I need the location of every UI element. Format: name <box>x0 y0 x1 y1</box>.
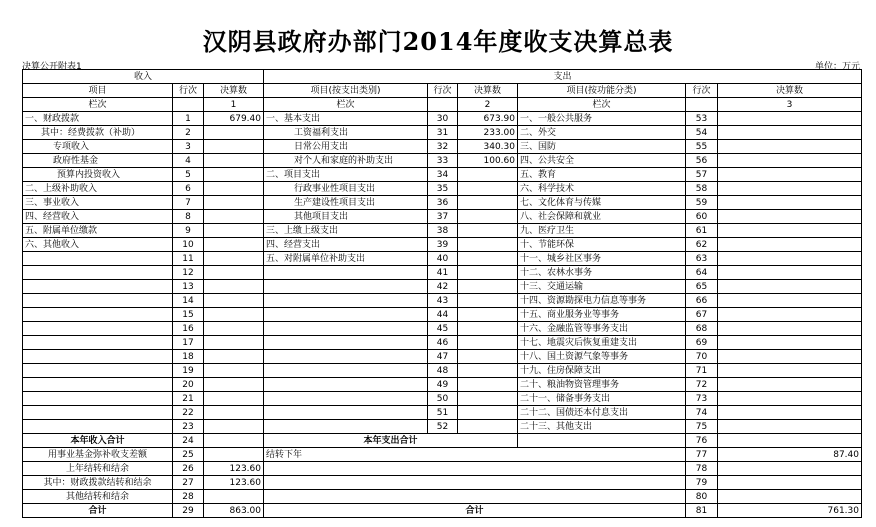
header-expense-econ-row-no: 行次 <box>428 84 458 98</box>
table-row: 上年结转和结余 26 123.60 78 <box>23 462 862 476</box>
expense-func-amount <box>718 154 862 168</box>
table-row <box>23 238 862 252</box>
income-amount <box>204 210 264 224</box>
income-row-no: 11 <box>173 252 204 266</box>
expense-econ-row-no: 30 <box>428 112 458 126</box>
expense-func-row-no: 58 <box>686 182 718 196</box>
expense-func-amount <box>718 224 862 238</box>
expense-func-row-no: 60 <box>686 210 718 224</box>
expense-econ-row-no: 32 <box>428 140 458 154</box>
expense-econ-amount <box>458 406 518 420</box>
grand-total-row: 合计 29 863.00 合计 81 761.30 <box>23 504 862 518</box>
income-item: 政府性基金 <box>23 154 173 168</box>
expense-econ-item: 四、经营支出 <box>264 238 428 252</box>
expense-func-row-no: 59 <box>686 196 718 210</box>
table-row <box>23 112 862 126</box>
expense-econ-row-no: 36 <box>428 196 458 210</box>
expense-func-amount <box>718 336 862 350</box>
expense-econ-item <box>264 364 428 378</box>
table-row <box>23 266 862 280</box>
expense-func-amount <box>718 238 862 252</box>
expense-econ-row-no: 45 <box>428 322 458 336</box>
col-label-expense-econ: 栏次 <box>264 98 428 112</box>
income-row-no: 19 <box>173 364 204 378</box>
income-amount <box>204 294 264 308</box>
carry-forward-label: 结转下年 <box>264 448 686 462</box>
expense-func-item: 四、公共安全 <box>518 154 686 168</box>
table-row <box>23 336 862 350</box>
expense-func-amount <box>718 308 862 322</box>
table-row <box>23 210 862 224</box>
income-row-no: 3 <box>173 140 204 154</box>
table-row <box>23 224 862 238</box>
expense-econ-amount <box>458 392 518 406</box>
table-row <box>23 168 862 182</box>
expense-econ-item <box>264 308 428 322</box>
column-header-row <box>23 84 862 98</box>
income-row-no: 15 <box>173 308 204 322</box>
expense-func-item: 六、科学技术 <box>518 182 686 196</box>
expense-func-row-no: 65 <box>686 280 718 294</box>
expense-func-amount <box>718 280 862 294</box>
header-expense-func-amount: 决算数 <box>718 84 862 98</box>
table-row <box>23 378 862 392</box>
expense-func-item: 五、教育 <box>518 168 686 182</box>
grand-total-income-amount: 863.00 <box>204 504 264 518</box>
expense-func-item: 十九、住房保障支出 <box>518 364 686 378</box>
income-amount <box>204 168 264 182</box>
income-item: 专项收入 <box>23 140 173 154</box>
income-item: 预算内投资收入 <box>23 168 173 182</box>
table-row <box>23 392 862 406</box>
income-row-no: 17 <box>173 336 204 350</box>
expense-econ-amount <box>458 266 518 280</box>
income-amount <box>204 420 264 434</box>
expense-econ-row-no: 51 <box>428 406 458 420</box>
grand-total-expense-amount: 761.30 <box>718 504 862 518</box>
expense-econ-item: 五、对附属单位补助支出 <box>264 252 428 266</box>
expense-func-item: 一、一般公共服务 <box>518 112 686 126</box>
expense-econ-item <box>264 350 428 364</box>
income-item: 其中：经费拨款（补助） <box>23 126 173 140</box>
expense-func-amount <box>718 406 862 420</box>
table-row: 用事业基金弥补收支差额 25 结转下年 77 87.40 <box>23 448 862 462</box>
expense-func-amount <box>718 350 862 364</box>
expense-func-row-no: 72 <box>686 378 718 392</box>
expense-econ-row-no: 43 <box>428 294 458 308</box>
expense-func-amount <box>718 182 862 196</box>
income-row-no: 23 <box>173 420 204 434</box>
expense-func-item: 十、节能环保 <box>518 238 686 252</box>
table-row <box>23 280 862 294</box>
income-amount <box>204 126 264 140</box>
expense-econ-amount <box>458 210 518 224</box>
expense-econ-amount <box>458 336 518 350</box>
expense-econ-item <box>264 378 428 392</box>
expense-func-row-no: 54 <box>686 126 718 140</box>
income-item: 四、经营收入 <box>23 210 173 224</box>
expense-func-item: 二十三、其他支出 <box>518 420 686 434</box>
col-label-income: 栏次 <box>23 98 173 112</box>
income-row-no: 14 <box>173 294 204 308</box>
expense-func-item: 二十、粮油物资管理事务 <box>518 378 686 392</box>
header-income-amount: 决算数 <box>204 84 264 98</box>
carry-forward-amount: 87.40 <box>718 448 862 462</box>
expense-econ-row-no: 33 <box>428 154 458 168</box>
header-expense-econ: 项目(按支出类别) <box>264 84 428 98</box>
expense-econ-amount <box>458 238 518 252</box>
expense-econ-item: 日常公用支出 <box>264 140 428 154</box>
expense-econ-row-no: 50 <box>428 392 458 406</box>
income-section-header: 收入 <box>23 70 264 84</box>
expense-func-row-no: 55 <box>686 140 718 154</box>
expense-econ-amount <box>458 196 518 210</box>
expense-func-row-no: 71 <box>686 364 718 378</box>
header-expense-func-row-no: 行次 <box>686 84 718 98</box>
income-row-no: 13 <box>173 280 204 294</box>
income-row-no: 7 <box>173 196 204 210</box>
expense-econ-row-no: 49 <box>428 378 458 392</box>
table-row <box>23 182 862 196</box>
unit-label: 单位：万元 <box>814 62 860 72</box>
header-income-row-no: 行次 <box>173 84 204 98</box>
expense-econ-row-no: 31 <box>428 126 458 140</box>
expense-econ-amount <box>458 350 518 364</box>
income-total-row: 本年收入合计 24 本年支出合计 76 <box>23 434 862 448</box>
expense-econ-row-no: 35 <box>428 182 458 196</box>
expense-func-item: 九、医疗卫生 <box>518 224 686 238</box>
column-index-row <box>23 98 862 112</box>
income-row-no: 18 <box>173 350 204 364</box>
grand-total-income-label: 合计 <box>23 504 173 518</box>
expense-econ-amount <box>458 378 518 392</box>
expense-func-row-no: 67 <box>686 308 718 322</box>
income-item: 三、事业收入 <box>23 196 173 210</box>
income-amount <box>204 378 264 392</box>
form-id: 决算公开附表1 <box>22 62 82 72</box>
header-expense-econ-amount: 决算数 <box>458 84 518 98</box>
income-item: 二、上级补助收入 <box>23 182 173 196</box>
expense-func-row-no: 64 <box>686 266 718 280</box>
income-amount <box>204 140 264 154</box>
income-row-no: 5 <box>173 168 204 182</box>
table-row <box>23 294 862 308</box>
expense-econ-amount <box>458 224 518 238</box>
expense-econ-amount <box>458 168 518 182</box>
expense-func-amount <box>718 420 862 434</box>
col-label-expense-func: 栏次 <box>518 98 686 112</box>
section-header-row <box>23 70 862 84</box>
income-amount <box>204 266 264 280</box>
income-amount <box>204 336 264 350</box>
income-row-no: 1 <box>173 112 204 126</box>
expense-func-item: 十七、地震灾后恢复重建支出 <box>518 336 686 350</box>
expense-econ-item: 二、项目支出 <box>264 168 428 182</box>
expense-func-row-no: 68 <box>686 322 718 336</box>
expense-func-row-no: 61 <box>686 224 718 238</box>
table-row: 其中：财政拨款结转和结余 27 123.60 79 <box>23 476 862 490</box>
expense-func-row-no: 70 <box>686 350 718 364</box>
expense-econ-row-no: 52 <box>428 420 458 434</box>
expense-econ-amount <box>458 182 518 196</box>
income-amount <box>204 238 264 252</box>
expense-econ-item: 三、上缴上级支出 <box>264 224 428 238</box>
income-item <box>23 294 173 308</box>
income-item <box>23 266 173 280</box>
expense-econ-amount <box>458 252 518 266</box>
expense-func-amount <box>718 126 862 140</box>
expense-econ-item <box>264 392 428 406</box>
expense-func-amount <box>718 322 862 336</box>
expense-econ-amount: 100.60 <box>458 154 518 168</box>
expense-func-item: 十一、城乡社区事务 <box>518 252 686 266</box>
table-row <box>23 364 862 378</box>
header-income-item: 项目 <box>23 84 173 98</box>
expense-econ-item <box>264 420 428 434</box>
income-amount <box>204 406 264 420</box>
table-row <box>23 406 862 420</box>
expense-func-item: 二、外交 <box>518 126 686 140</box>
expense-econ-amount <box>458 420 518 434</box>
expense-econ-item: 生产建设性项目支出 <box>264 196 428 210</box>
expense-section-header: 支出 <box>264 70 862 84</box>
expense-econ-row-no: 37 <box>428 210 458 224</box>
expense-econ-row-no: 41 <box>428 266 458 280</box>
expense-func-amount <box>718 112 862 126</box>
expense-econ-item <box>264 336 428 350</box>
expense-func-item: 十二、农林水事务 <box>518 266 686 280</box>
income-item <box>23 322 173 336</box>
expense-econ-row-no: 42 <box>428 280 458 294</box>
expense-func-item: 十五、商业服务业等事务 <box>518 308 686 322</box>
income-amount: 679.40 <box>204 112 264 126</box>
page-title: 汉阴县政府办部门2014年度收支决算总表 <box>202 27 674 56</box>
header-expense-func: 项目(按功能分类) <box>518 84 686 98</box>
expense-func-row-no: 75 <box>686 420 718 434</box>
table-row <box>23 154 862 168</box>
expense-econ-item: 对个人和家庭的补助支出 <box>264 154 428 168</box>
expense-func-item: 八、社会保障和就业 <box>518 210 686 224</box>
income-item <box>23 252 173 266</box>
income-amount <box>204 224 264 238</box>
expense-func-amount <box>718 364 862 378</box>
income-item <box>23 364 173 378</box>
expense-func-row-no: 66 <box>686 294 718 308</box>
expense-econ-item: 一、基本支出 <box>264 112 428 126</box>
expense-econ-item <box>264 266 428 280</box>
income-item: 一、财政拨款 <box>23 112 173 126</box>
table-row <box>23 196 862 210</box>
income-row-no: 9 <box>173 224 204 238</box>
expense-func-amount <box>718 168 862 182</box>
income-amount <box>204 322 264 336</box>
expense-func-row-no: 73 <box>686 392 718 406</box>
expense-func-amount <box>718 196 862 210</box>
expense-func-item: 二十二、国债还本付息支出 <box>518 406 686 420</box>
income-amount <box>204 182 264 196</box>
table-row: 其他结转和结余 28 80 <box>23 490 862 504</box>
expense-func-item: 十三、交通运输 <box>518 280 686 294</box>
expense-econ-row-no: 47 <box>428 350 458 364</box>
table-row <box>23 420 862 434</box>
income-item <box>23 378 173 392</box>
income-item <box>23 280 173 294</box>
expense-econ-item <box>264 294 428 308</box>
expense-func-amount <box>718 210 862 224</box>
table-row <box>23 350 862 364</box>
expense-func-row-no: 62 <box>686 238 718 252</box>
income-row-no: 6 <box>173 182 204 196</box>
income-row-no: 21 <box>173 392 204 406</box>
income-item <box>23 350 173 364</box>
expense-econ-amount <box>458 294 518 308</box>
budget-table <box>22 69 862 518</box>
income-amount <box>204 308 264 322</box>
col-index-2: 2 <box>458 98 518 112</box>
expense-econ-row-no: 40 <box>428 252 458 266</box>
expense-func-item: 二十一、储备事务支出 <box>518 392 686 406</box>
table-row <box>23 252 862 266</box>
col-index-3: 3 <box>718 98 862 112</box>
expense-econ-item: 其他项目支出 <box>264 210 428 224</box>
expense-econ-amount: 673.90 <box>458 112 518 126</box>
income-item <box>23 308 173 322</box>
expense-econ-row-no: 44 <box>428 308 458 322</box>
expense-func-row-no: 56 <box>686 154 718 168</box>
income-row-no: 4 <box>173 154 204 168</box>
table-row <box>23 140 862 154</box>
expense-func-item: 十八、国土资源气象等事务 <box>518 350 686 364</box>
expense-econ-item <box>264 280 428 294</box>
table-row <box>23 308 862 322</box>
expense-func-amount <box>718 378 862 392</box>
table-row <box>23 126 862 140</box>
income-row-no: 8 <box>173 210 204 224</box>
income-amount <box>204 196 264 210</box>
income-item <box>23 392 173 406</box>
income-item: 六、其他收入 <box>23 238 173 252</box>
table-row <box>23 322 862 336</box>
expense-total-label: 本年支出合计 <box>264 434 518 448</box>
expense-func-amount <box>718 252 862 266</box>
expense-econ-item <box>264 322 428 336</box>
expense-func-item: 三、国防 <box>518 140 686 154</box>
income-row-no: 16 <box>173 322 204 336</box>
expense-func-row-no: 53 <box>686 112 718 126</box>
expense-econ-amount <box>458 364 518 378</box>
expense-func-amount <box>718 294 862 308</box>
income-total-label: 本年收入合计 <box>23 434 173 448</box>
expense-econ-item: 工资福利支出 <box>264 126 428 140</box>
income-row-no: 10 <box>173 238 204 252</box>
grand-total-expense-label: 合计 <box>264 504 686 518</box>
expense-econ-row-no: 34 <box>428 168 458 182</box>
income-amount <box>204 280 264 294</box>
income-row-no: 12 <box>173 266 204 280</box>
expense-econ-row-no: 38 <box>428 224 458 238</box>
expense-func-item: 七、文化体育与传媒 <box>518 196 686 210</box>
expense-econ-item: 行政事业性项目支出 <box>264 182 428 196</box>
expense-func-amount <box>718 266 862 280</box>
expense-econ-amount: 340.30 <box>458 140 518 154</box>
expense-func-row-no: 57 <box>686 168 718 182</box>
income-amount <box>204 364 264 378</box>
income-item <box>23 420 173 434</box>
income-row-no: 2 <box>173 126 204 140</box>
expense-econ-item <box>264 406 428 420</box>
expense-func-amount <box>718 140 862 154</box>
income-amount <box>204 252 264 266</box>
income-item <box>23 406 173 420</box>
income-row-no: 22 <box>173 406 204 420</box>
expense-func-row-no: 74 <box>686 406 718 420</box>
income-item <box>23 336 173 350</box>
expense-econ-amount <box>458 308 518 322</box>
expense-econ-row-no: 39 <box>428 238 458 252</box>
expense-econ-row-no: 48 <box>428 364 458 378</box>
expense-func-item: 十四、资源勘探电力信息等事务 <box>518 294 686 308</box>
expense-func-row-no: 63 <box>686 252 718 266</box>
income-item: 五、附属单位缴款 <box>23 224 173 238</box>
income-amount <box>204 154 264 168</box>
expense-func-row-no: 69 <box>686 336 718 350</box>
income-amount <box>204 350 264 364</box>
income-row-no: 20 <box>173 378 204 392</box>
expense-econ-amount <box>458 280 518 294</box>
expense-econ-row-no: 46 <box>428 336 458 350</box>
expense-func-item: 十六、金融监管等事务支出 <box>518 322 686 336</box>
expense-econ-amount: 233.00 <box>458 126 518 140</box>
expense-econ-amount <box>458 322 518 336</box>
income-amount <box>204 392 264 406</box>
expense-func-amount <box>718 392 862 406</box>
col-index-1: 1 <box>204 98 264 112</box>
